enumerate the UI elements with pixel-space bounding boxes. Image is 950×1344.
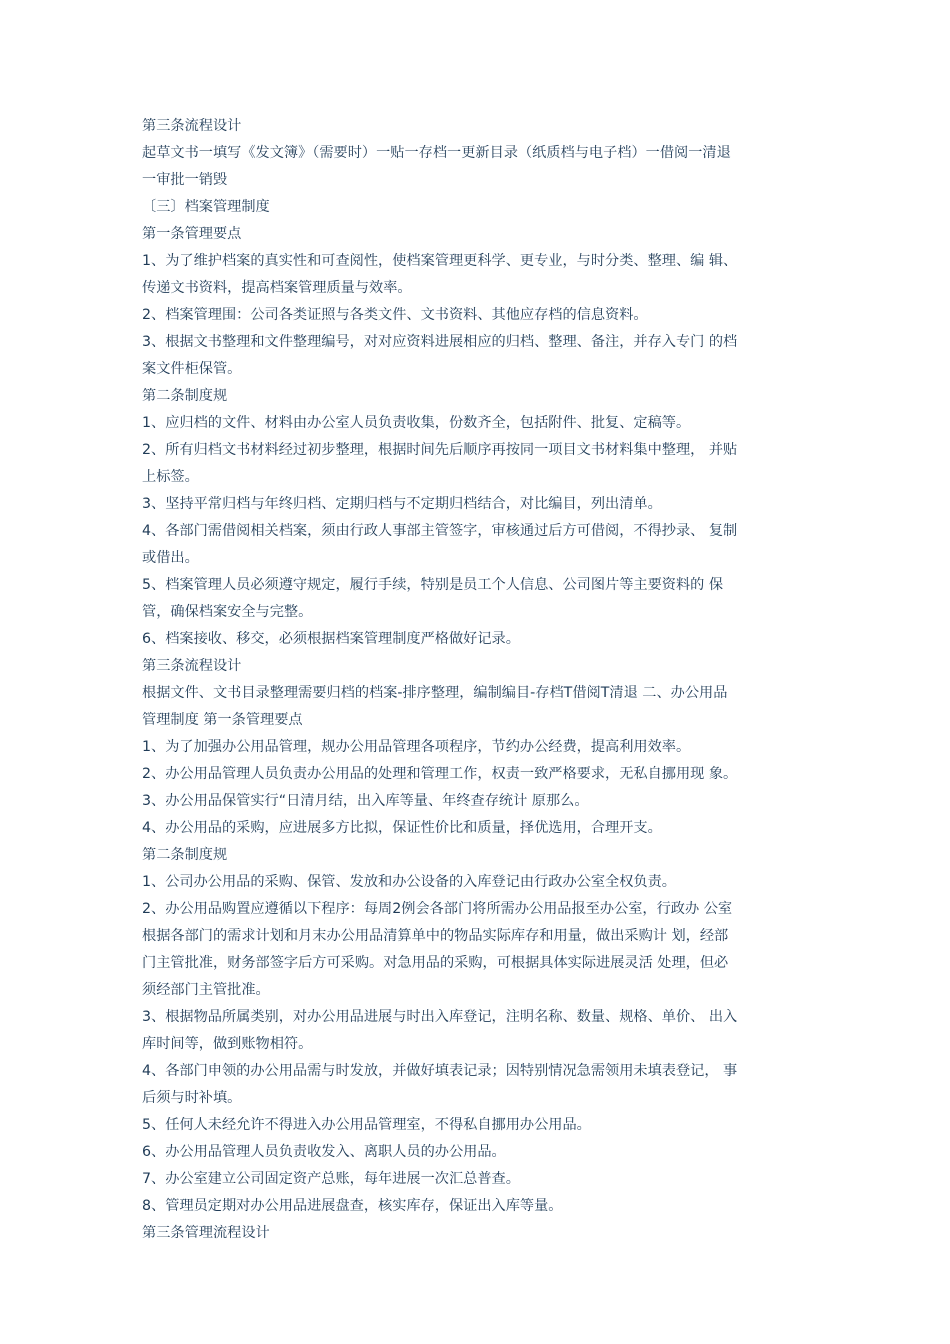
list-item: 3、根据物品所属类别，对办公用品进展与时出入库登记，注明名称、数量、规格、单价、 出入 <box>142 1009 738 1025</box>
list-item: 5、档案管理人员必须遵守规定，履行手续，特别是员工个人信息、公司图片等主要资料的 保 <box>142 577 724 593</box>
list-item-continued: 上标签。 <box>142 469 199 485</box>
heading-flow-design-2: 第三条流程设计 <box>142 658 242 674</box>
list-item: 3、根据文书整理和文件整理编号，对对应资料进展相应的归档、整理、备注，并存入专门 的档 <box>142 334 738 350</box>
paragraph-line: 管理制度 第一条管理要点 <box>142 712 303 728</box>
paragraph-line: 根据文件、文书目录整理需要归档的档案-排序整理，编制编目-存档T借阅T清退 二、办公用品 <box>142 685 728 701</box>
list-item: 8、管理员定期对办公用品进展盘查，核实库存，保证出入库等量。 <box>142 1198 563 1214</box>
list-item: 6、档案接收、移交，必须根据档案管理制度严格做好记录。 <box>142 631 520 647</box>
list-item-continued: 库时间等，做到账物相符。 <box>142 1036 313 1052</box>
list-item: 4、各部门需借阅相关档案，须由行政人事部主管签字，审核通过后方可借阅，不得抄录、 复制 <box>142 523 738 539</box>
list-item-continued: 须经部门主管批准。 <box>142 982 270 998</box>
heading-flow-design-1: 第三条流程设计 <box>142 118 242 134</box>
list-item: 1、为了加强办公用品管理，规办公用品管理各项程序，节约办公经费，提高利用效率。 <box>142 739 691 755</box>
section-heading-archive: 〔三〕档案管理制度 <box>142 199 270 215</box>
heading-management-points: 第一条管理要点 <box>142 226 242 242</box>
heading-rules: 第二条制度规 <box>142 388 228 404</box>
list-item: 1、应归档的文件、材料由办公室人员负责收集，份数齐全，包括附件、批复、定稿等。 <box>142 415 691 431</box>
list-item-continued: 门主管批准，财务部签字后方可采购。对急用品的采购，可根据具体实际进展灵活 处理，但必 <box>142 955 729 971</box>
list-item: 3、办公用品保管实行“日清月结，出入库等量、年终查存统计 原那么。 <box>142 793 589 809</box>
paragraph-line: 一审批一销毁 <box>142 172 228 188</box>
list-item: 4、办公用品的采购，应进展多方比拟，保证性价比和质量，择优选用，合理开支。 <box>142 820 662 836</box>
list-item: 1、为了维护档案的真实性和可查阅性，使档案管理更科学、更专业，与时分类、整理、编 辑、 <box>142 253 738 269</box>
list-item-continued: 管，确保档案安全与完整。 <box>142 604 313 620</box>
list-item: 2、办公用品管理人员负责办公用品的处理和管理工作，权责一致严格要求，无私自挪用现 象。 <box>142 766 738 782</box>
document-body <box>142 113 818 1247</box>
list-item: 3、坚持平常归档与年终归档、定期归档与不定期归档结合，对比编目，列出清单。 <box>142 496 662 512</box>
list-item: 4、各部门申领的办公用品需与时发放，并做好填表记录；因特别情况急需领用未填表登记， 事 <box>142 1063 738 1079</box>
list-item-continued: 或借出。 <box>142 550 199 566</box>
list-item: 2、所有归档文书材料经过初步整理，根据时间先后顺序再按同一项目文书材料集中整理， 并贴 <box>142 442 738 458</box>
list-item-continued: 后须与时补填。 <box>142 1090 242 1106</box>
list-item-continued: 传递文书资料，提高档案管理质量与效率。 <box>142 280 412 296</box>
list-item: 7、办公室建立公司固定资产总账，每年进展一次汇总普查。 <box>142 1171 520 1187</box>
list-item: 2、档案管理围：公司各类证照与各类文件、文书资料、其他应存档的信息资料。 <box>142 307 648 323</box>
list-item: 2、办公用品购置应遵循以下程序：每周2例会各部门将所需办公用品报至办公室，行政办 公室 <box>142 901 733 917</box>
heading-management-flow-design: 第三条管理流程设计 <box>142 1225 270 1241</box>
heading-rules: 第二条制度规 <box>142 847 228 863</box>
paragraph-line: 起草文书一填写《发文簿》（需要时）一贴一存档一更新目录（纸质档与电子档）一借阅一清退 <box>142 145 731 161</box>
list-item: 6、办公用品管理人员负责收发入、离职人员的办公用品。 <box>142 1144 506 1160</box>
list-item: 1、公司办公用品的采购、保管、发放和办公设备的入库登记由行政办公室全权负责。 <box>142 874 676 890</box>
list-item-continued: 案文件柜保管。 <box>142 361 242 377</box>
list-item: 5、任何人未经允许不得进入办公用品管理室，不得私自挪用办公用品。 <box>142 1117 591 1133</box>
list-item-continued: 根据各部门的需求计划和月末办公用品清算单中的物品实际库存和用量，做出采购计 划，经部 <box>142 928 729 944</box>
